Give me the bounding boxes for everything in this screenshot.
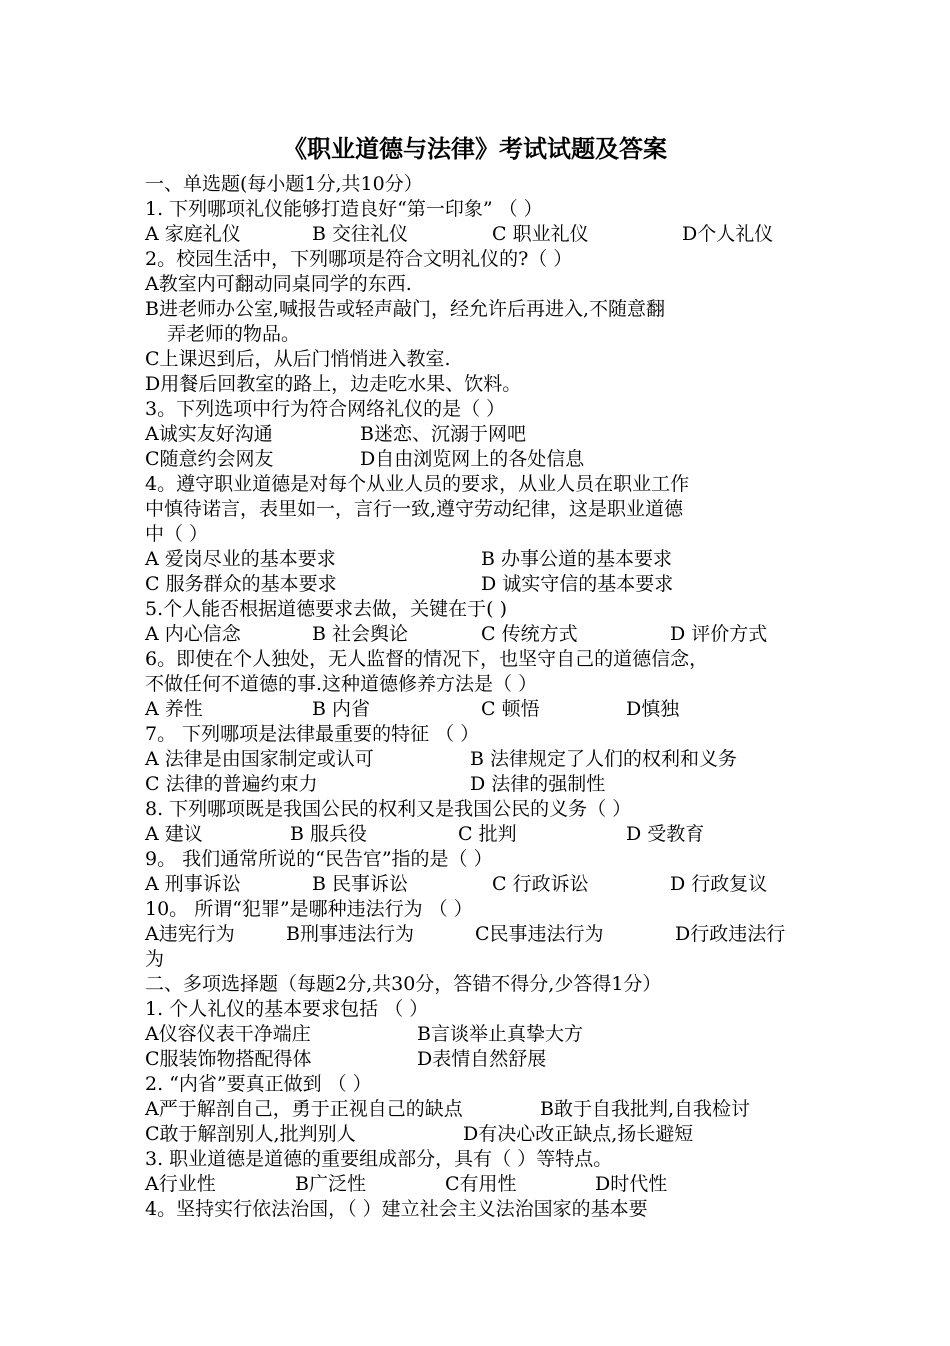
- option-b: B迷恋、沉溺于网吧: [360, 423, 526, 445]
- option-b-continued: 弄老师的物品。: [167, 323, 301, 345]
- options-row: [145, 1097, 825, 1122]
- options-row: [145, 447, 825, 472]
- question-stem-continued: 中慎待诺言，表里如一，言行一致,遵守劳动纪律，这是职业道德: [145, 498, 684, 520]
- options-row: [145, 1172, 825, 1197]
- question-stem: 1. 个人礼仪的基本要求包括 （ ）: [145, 998, 429, 1020]
- option-c: C有用性: [445, 1173, 517, 1195]
- question-stem: 8. 下列哪项既是我国公民的权利又是我国公民的义务（ ）: [145, 798, 632, 820]
- question-stem: 4。遵守职业道德是对每个从业人员的要求，从业人员在职业工作: [145, 473, 690, 495]
- option-a: A违宪行为: [145, 923, 235, 945]
- option-b: B 社会舆论: [312, 623, 409, 645]
- option-b: B刑事违法行为: [286, 923, 414, 945]
- option-b: B言谈举止真挚大方: [417, 1023, 583, 1045]
- options-row: [145, 547, 825, 572]
- options-row: [145, 822, 825, 847]
- question-stem: 7。 下列哪项是法律最重要的特征 （ ）: [145, 723, 480, 745]
- options-row: [145, 772, 825, 797]
- option-b: B进老师办公室,喊报告或轻声敲门，经允许后再进入,不随意翻: [145, 298, 666, 320]
- option-a: A仪容仪表干净端庄: [145, 1023, 311, 1045]
- option-d: D 法律的强制性: [470, 773, 606, 795]
- options-row: [145, 422, 825, 447]
- option-d: D 行政复议: [670, 873, 768, 895]
- question-stem: 5.个人能否根据道德要求去做，关键在于( ): [145, 598, 507, 620]
- option-c: C 职业礼仪: [492, 223, 589, 245]
- option-c: C敢于解剖别人,批判别人: [145, 1123, 356, 1145]
- option-d: D 评价方式: [670, 623, 768, 645]
- option-b: B 办事公道的基本要求: [481, 548, 673, 570]
- option-d: D自由浏览网上的各处信息: [360, 448, 585, 470]
- document-title: 《职业道德与法律》考试试题及答案: [283, 135, 667, 163]
- option-d: D有决心改正缺点,扬长避短: [463, 1123, 694, 1145]
- option-a: A 家庭礼仪: [145, 223, 241, 245]
- option-a: A 养性: [145, 698, 203, 720]
- option-b: B 服兵役: [290, 823, 368, 845]
- document-body: [145, 172, 825, 1222]
- option-d: D行政违法行: [675, 923, 786, 945]
- option-a: A 法律是由国家制定或认可: [145, 748, 374, 770]
- question-stem: 2。校园生活中，下列哪项是符合文明礼仪的?（ ）: [145, 248, 573, 270]
- option-a: A 刑事诉讼: [145, 873, 241, 895]
- option-c: C 行政诉讼: [492, 873, 589, 895]
- option-a: A行业性: [145, 1173, 216, 1195]
- option-d: D个人礼仪: [682, 223, 774, 245]
- option-b: B 内省: [312, 698, 371, 720]
- option-a: A 爱岗尽业的基本要求: [145, 548, 336, 570]
- option-a: A 建议: [145, 823, 203, 845]
- option-c: C服装饰物搭配得体: [145, 1048, 312, 1070]
- question-stem: 3. 职业道德是道德的重要组成部分，具有（ ）等特点。: [145, 1148, 613, 1170]
- option-b: B 交往礼仪: [312, 223, 409, 245]
- options-row: [145, 572, 825, 597]
- option-c: C随意约会网友: [145, 448, 274, 470]
- option-d-continued: 为: [145, 948, 165, 970]
- option-d: D表情自然舒展: [417, 1048, 547, 1070]
- question-stem: 2. “内省”要真正做到 （ ）: [145, 1073, 372, 1095]
- option-b: B 法律规定了人们的权利和义务: [470, 748, 738, 770]
- options-row: [145, 697, 825, 722]
- option-d: D 受教育: [626, 823, 705, 845]
- option-c: C 服务群众的基本要求: [145, 573, 337, 595]
- option-d: D 诚实守信的基本要求: [481, 573, 674, 595]
- options-row: [145, 872, 825, 897]
- option-b: B敢于自我批判,自我检讨: [540, 1098, 751, 1120]
- question-stem: 10。 所谓“犯罪”是哪种违法行为 （ ）: [145, 898, 473, 920]
- option-d: D慎独: [626, 698, 680, 720]
- options-row: [145, 1047, 825, 1072]
- section-heading-single-choice: 一、单选题(每小题1分,共10分）: [145, 173, 423, 195]
- question-stem: 3。下列选项中行为符合网络礼仪的是（ ）: [145, 398, 506, 420]
- options-row: [145, 622, 825, 647]
- option-c: C民事违法行为: [475, 923, 604, 945]
- options-row: [145, 1122, 825, 1147]
- question-stem: 9。 我们通常所说的“民告官”指的是（ ）: [145, 848, 493, 870]
- option-c: C 批判: [458, 823, 517, 845]
- option-a: A教室内可翻动同桌同学的东西.: [145, 273, 412, 295]
- option-a: A严于解剖自己，勇于正视自己的缺点: [145, 1098, 463, 1120]
- option-d: D时代性: [595, 1173, 668, 1195]
- option-c: C 法律的普遍约束力: [145, 773, 318, 795]
- section-heading-multiple-choice: 二、多项选择题（每题2分,共30分，答错不得分,少答得1分）: [145, 973, 662, 995]
- option-c: C 传统方式: [481, 623, 578, 645]
- question-stem-continued: 中（ ）: [145, 523, 209, 545]
- option-b: B 民事诉讼: [312, 873, 409, 895]
- question-stem-continued: 不做任何不道德的事.这种道德修养方法是（ ）: [145, 673, 538, 695]
- question-stem: 6。即使在个人独处，无人监督的情况下，也坚守自己的道德信念，: [145, 648, 709, 670]
- question-stem: 4。坚持实行依法治国，（ ）建立社会主义法治国家的基本要: [145, 1198, 648, 1220]
- question-stem: 1. 下列哪项礼仪能够打造良好“第一印象” （ ）: [145, 198, 543, 220]
- options-row: [145, 922, 825, 947]
- option-b: B广泛性: [295, 1173, 366, 1195]
- options-row: [145, 1022, 825, 1047]
- option-a: A 内心信念: [145, 623, 241, 645]
- option-c: C上课迟到后，从后门悄悄进入教室.: [145, 348, 451, 370]
- options-row: [145, 222, 825, 247]
- option-a: A诚实友好沟通: [145, 423, 273, 445]
- option-d: D用餐后回教室的路上，边走吃水果、饮料。: [145, 373, 522, 395]
- options-row: [145, 747, 825, 772]
- option-c: C 顿悟: [481, 698, 540, 720]
